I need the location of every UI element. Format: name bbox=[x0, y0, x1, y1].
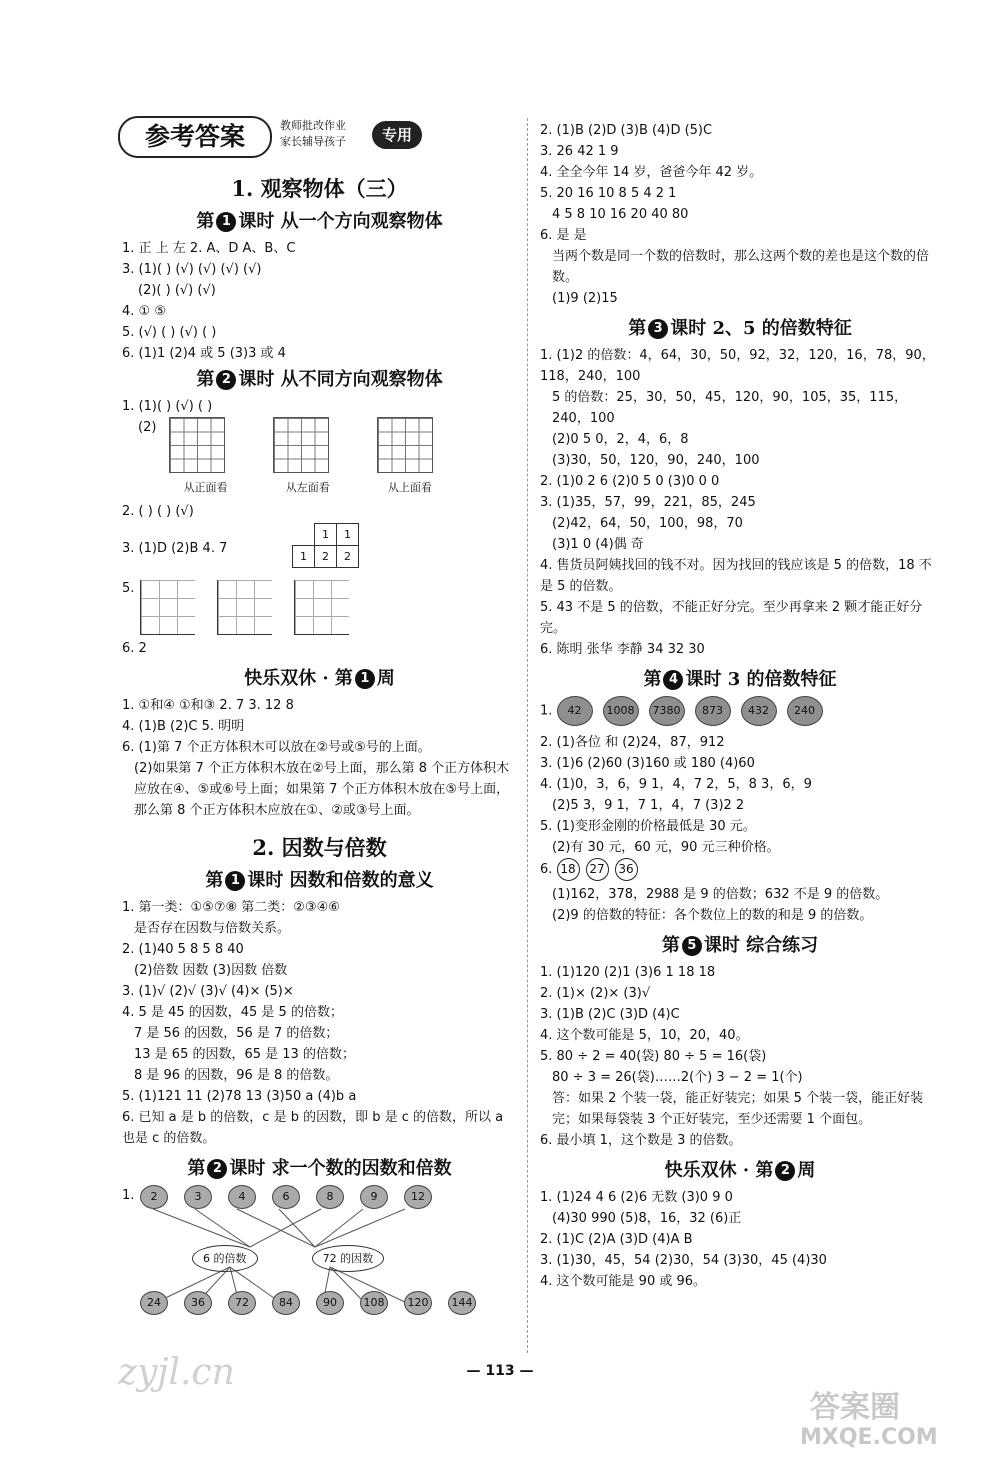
answer-line: 5. (1)121 11 (2)78 13 (3)50 a (4)b a bbox=[122, 1089, 357, 1104]
answer-paragraph: 1. (1)2 的倍数：4，64，30，50，92，32，120，16，78，90，118，240，100 bbox=[540, 348, 935, 384]
grid-cell: 1 bbox=[292, 545, 315, 568]
answer-line: 4. (1)0，3，6，9 1，4，7 2，5，8 3，6，9 bbox=[540, 777, 812, 792]
grid-cell: 2 bbox=[314, 545, 337, 568]
number-bubble: 8 bbox=[316, 1185, 344, 1209]
grid-cell: 2 bbox=[336, 545, 359, 568]
grid-caption: 从正面看 bbox=[183, 481, 228, 494]
lesson-1-title: 第 1 课时 从一个方向观察物体 bbox=[196, 211, 443, 232]
answer-line: (2)有 30 元，60 元，90 元三种价格。 bbox=[552, 840, 780, 855]
answer-line: 4 5 8 10 16 20 40 80 bbox=[552, 207, 689, 222]
apple-number: 873 bbox=[695, 696, 731, 726]
right-column bbox=[540, 120, 940, 1292]
answer-line: 6. 2 bbox=[122, 641, 147, 656]
grid-caption: 从上面看 bbox=[387, 481, 432, 494]
answer-line-with-shapes: 5. bbox=[122, 574, 517, 638]
answer-line: 6. (1)1 (2)4 或 5 (3)3 或 4 bbox=[122, 346, 286, 361]
answer-line: 2. (1)× (2)× (3)√ bbox=[540, 986, 651, 1001]
answer-line: 是否存在因数与倍数关系。 bbox=[134, 921, 291, 936]
answer-line: 6. 是 是 bbox=[540, 228, 587, 243]
answer-line: 2. (1)C (2)A (3)D (4)A B bbox=[540, 1232, 693, 1247]
answer-line: 4. 这个数可能是 90 或 96。 bbox=[540, 1274, 707, 1289]
apple-number: 240 bbox=[787, 696, 823, 726]
answer-paragraph: 5. 43 不是 5 的倍数，不能正好分完。至少再拿来 2 颗才能正好分完。 bbox=[540, 600, 923, 636]
apple-number: 7380 bbox=[649, 696, 685, 726]
apple-number: 42 bbox=[557, 696, 593, 726]
answer-line: (2)( ) (√) (√) bbox=[138, 283, 216, 298]
lesson-5-title: 第 3 课时 2、5 的倍数特征 bbox=[628, 318, 852, 339]
answer-line: 1. (1)( ) (√) ( ) bbox=[122, 399, 213, 414]
chapter-1-title: 1. 观察物体（三） bbox=[231, 176, 408, 201]
answer-paragraph: (2)如果第 7 个正方体积木放在②号上面，那么第 8 个正方体积木应放在④、⑤或⑥号上面；如果第 7 个正方体积木放在⑤号上面，那么第 8 个正方体积木应放在①、②或③号上面。 bbox=[134, 761, 510, 818]
page-number: — 113 — bbox=[466, 1363, 534, 1379]
answer-line: 80 ÷ 3 = 26(袋)……2(个) 3 − 2 = 1(个) bbox=[552, 1070, 803, 1085]
answer-line: 1. (1)24 4 6 (2)6 无数 (3)0 9 0 bbox=[540, 1190, 733, 1205]
circled-number: 27 bbox=[586, 858, 609, 881]
answer-line: 2. (1)各位 和 (2)24，87，912 bbox=[540, 735, 725, 750]
answer-line: (2)倍数 因数 (3)因数 倍数 bbox=[134, 963, 288, 978]
answer-line: 3. (1)( ) (√) (√) (√) (√) bbox=[122, 262, 262, 277]
number-bubble: 72 bbox=[228, 1291, 256, 1315]
answer-line: (2)9 的倍数的特征：各个数位上的数的和是 9 的倍数。 bbox=[552, 908, 873, 923]
lesson-7-title: 第 5 课时 综合练习 bbox=[661, 935, 819, 956]
answer-line: 3. (1)30，45，54 (2)30，54 (3)30，45 (4)30 bbox=[540, 1253, 827, 1268]
answer-line: 5. (√) ( ) (√) ( ) bbox=[122, 325, 217, 340]
left-column bbox=[122, 172, 517, 1315]
lesson-4-title: 第 2 课时 求一个数的因数和倍数 bbox=[187, 1158, 452, 1179]
answer-line: 2. (1)0 2 6 (2)0 5 0 (3)0 0 0 bbox=[540, 474, 720, 489]
multiples-of-6-label: 6 的倍数 bbox=[192, 1245, 258, 1272]
answer-line: (1)162，378，2988 是 9 的倍数；632 不是 9 的倍数。 bbox=[552, 887, 889, 902]
circled-number: 18 bbox=[557, 858, 580, 881]
cube-shape bbox=[294, 580, 349, 635]
answer-line: 6. 最小填 1，这个数是 3 的倍数。 bbox=[540, 1133, 742, 1148]
answer-paragraph: 5 的倍数：25，30，50，45，120，90，105，35，115，240，100 bbox=[552, 390, 908, 426]
answer-line: 2. (1)40 5 8 5 8 40 bbox=[122, 942, 244, 957]
answer-line: (1)9 (2)15 bbox=[552, 291, 618, 306]
answer-paragraph: 当两个数是同一个数的倍数时，那么这两个数的差也是这个数的倍数。 bbox=[552, 249, 930, 285]
grid-cell: 1 bbox=[314, 523, 337, 546]
answer-key-badge: 参考答案 bbox=[118, 116, 272, 158]
answer-line-with-cubes: 3. (1)D (2)B 4. 7 1 1 1 2 2 bbox=[122, 522, 517, 574]
answer-line: 2. ( ) ( ) (√) bbox=[122, 504, 194, 519]
answer-line: 4. 全全今年 14 岁，爸爸今年 42 岁。 bbox=[540, 165, 763, 180]
watermark: 答案圈 bbox=[810, 1390, 900, 1425]
watermark: MXQE.COM bbox=[800, 1425, 938, 1450]
answer-line: 6. 陈明 张华 李静 34 32 30 bbox=[540, 642, 705, 657]
number-bubble: 108 bbox=[360, 1291, 388, 1315]
top-view-grid bbox=[377, 417, 433, 473]
answer-line: 1. (1)120 (2)1 (3)6 1 18 18 bbox=[540, 965, 716, 980]
answer-line: 4. 这个数可能是 5，10，20，40。 bbox=[540, 1028, 749, 1043]
answer-line: 2. (1)B (2)D (3)B (4)D (5)C bbox=[540, 123, 713, 138]
answer-line: 5. (1)变形金刚的价格最低是 30 元。 bbox=[540, 819, 756, 834]
answer-key-banner bbox=[110, 112, 440, 162]
answer-line: 6. (1)第 7 个正方体积木可以放在②号或⑤号的上面。 bbox=[122, 740, 431, 755]
number-bubble: 84 bbox=[272, 1291, 300, 1315]
lesson-6-title: 第 4 课时 3 的倍数特征 bbox=[643, 669, 837, 690]
factors-of-72-label: 72 的因数 bbox=[312, 1245, 385, 1272]
answer-line: 1. 正 上 左 2. A、D A、B、C bbox=[122, 241, 296, 256]
view-grids: (2) 从正面看 从左面看 从上面看 bbox=[122, 417, 517, 501]
cube-shape bbox=[217, 580, 272, 635]
answer-line: 3. (1)B (2)C (3)D (4)C bbox=[540, 1007, 680, 1022]
number-bubble: 9 bbox=[360, 1185, 388, 1209]
number-bubble: 4 bbox=[228, 1185, 256, 1209]
answer-line: (3)1 0 (4)偶 奇 bbox=[552, 537, 644, 552]
answer-line: 4. (1)B (2)C 5. 明明 bbox=[122, 719, 245, 734]
answer-paragraph: 6. 已知 a 是 b 的倍数，c 是 b 的因数，即 b 是 c 的倍数，所以 a 也是 c 的倍数。 bbox=[122, 1110, 504, 1146]
number-bubble: 12 bbox=[404, 1185, 432, 1209]
answer-line: 3. (1)6 (2)60 (3)160 或 180 (4)60 bbox=[540, 756, 755, 771]
circled-answers: 6. 18 27 36 bbox=[540, 858, 940, 884]
chapter-2-title: 2. 因数与倍数 bbox=[252, 835, 387, 860]
front-view-grid bbox=[169, 417, 225, 473]
answer-line: 4. ① ⑤ bbox=[122, 304, 166, 319]
circled-number: 36 bbox=[615, 858, 638, 881]
number-bubble: 120 bbox=[404, 1291, 432, 1315]
exclusive-tag: 专用 bbox=[372, 121, 422, 149]
lesson-3-title: 第 1 课时 因数和倍数的意义 bbox=[205, 870, 434, 891]
answer-line: (3)30，50，120，90，240，100 bbox=[552, 453, 760, 468]
number-bubble: 3 bbox=[184, 1185, 212, 1209]
lesson-2-title: 第 2 课时 从不同方向观察物体 bbox=[196, 369, 443, 390]
answer-line: (2)5 3，9 1，7 1，4，7 (3)2 2 bbox=[552, 798, 745, 813]
number-bubble: 90 bbox=[316, 1291, 344, 1315]
banner-subtitle: 教师批改作业 家长辅导孩子 bbox=[280, 119, 346, 148]
answer-line: 13 是 65 的因数，65 是 13 的倍数； bbox=[134, 1047, 355, 1062]
factor-multiple-diagram: 1. 2 3 4 6 8 9 12 6 的倍数 72 的因数 24 36 72 84 90 108 120 144 bbox=[122, 1185, 517, 1315]
answer-line: 3. (1)√ (2)√ (3)√ (4)× (5)× bbox=[122, 984, 294, 999]
number-bubble: 2 bbox=[140, 1185, 168, 1209]
answer-line: 3. 26 42 1 9 bbox=[540, 144, 619, 159]
grid-caption: 从左面看 bbox=[285, 481, 330, 494]
apple-answers: 1. 42 1008 7380 873 432 240 bbox=[540, 696, 940, 732]
answer-paragraph: 4. 售货员阿姨找回的钱不对。因为找回的钱应该是 5 的倍数，18 不是 5 的倍数。 bbox=[540, 558, 932, 594]
answer-line: (2)42，64，50，100，98，70 bbox=[552, 516, 743, 531]
answer-line: 1. ①和④ ①和③ 2. 7 3. 12 8 bbox=[122, 698, 294, 713]
answer-line: (4)30 990 (5)8，16，32 (6)正 bbox=[552, 1211, 742, 1226]
cube-shape bbox=[140, 580, 195, 635]
number-bubble: 144 bbox=[448, 1291, 476, 1315]
grid-cell: 1 bbox=[336, 523, 359, 546]
weekend-1-title: 快乐双休 · 第 1 周 bbox=[244, 668, 395, 689]
watermark: zyjl.cn bbox=[118, 1352, 235, 1393]
answer-line: 4. 5 是 45 的因数，45 是 5 的倍数； bbox=[122, 1005, 343, 1020]
answer-line: (2)0 5 0，2，4，6，8 bbox=[552, 432, 689, 447]
column-divider bbox=[527, 118, 528, 1353]
apple-number: 1008 bbox=[603, 696, 639, 726]
number-bubble: 24 bbox=[140, 1291, 168, 1315]
answer-line: 5. 20 16 10 8 5 4 2 1 bbox=[540, 186, 677, 201]
answer-paragraph: 答：如果 2 个装一袋，能正好装完；如果 5 个装一袋，能正好装完；如果每袋装 3 个正好装完，至少还需要 1 个面包。 bbox=[552, 1091, 924, 1127]
weekend-2-title: 快乐双休 · 第 2 周 bbox=[664, 1160, 816, 1181]
left-view-grid bbox=[273, 417, 329, 473]
apple-number: 432 bbox=[741, 696, 777, 726]
answer-line: 5. 80 ÷ 2 = 40(袋) 80 ÷ 5 = 16(袋) bbox=[540, 1049, 767, 1064]
answer-line: 7 是 56 的因数，56 是 7 的倍数； bbox=[134, 1026, 339, 1041]
answer-line: 8 是 96 的因数，96 是 8 的倍数。 bbox=[134, 1068, 339, 1083]
number-bubble: 6 bbox=[272, 1185, 300, 1209]
number-bubble: 36 bbox=[184, 1291, 212, 1315]
answer-line: 3. (1)35，57，99，221，85，245 bbox=[540, 495, 756, 510]
cube-count-grid bbox=[292, 524, 372, 568]
answer-line: 1. 第一类：①⑤⑦⑧ 第二类：②③④⑥ bbox=[122, 900, 340, 915]
